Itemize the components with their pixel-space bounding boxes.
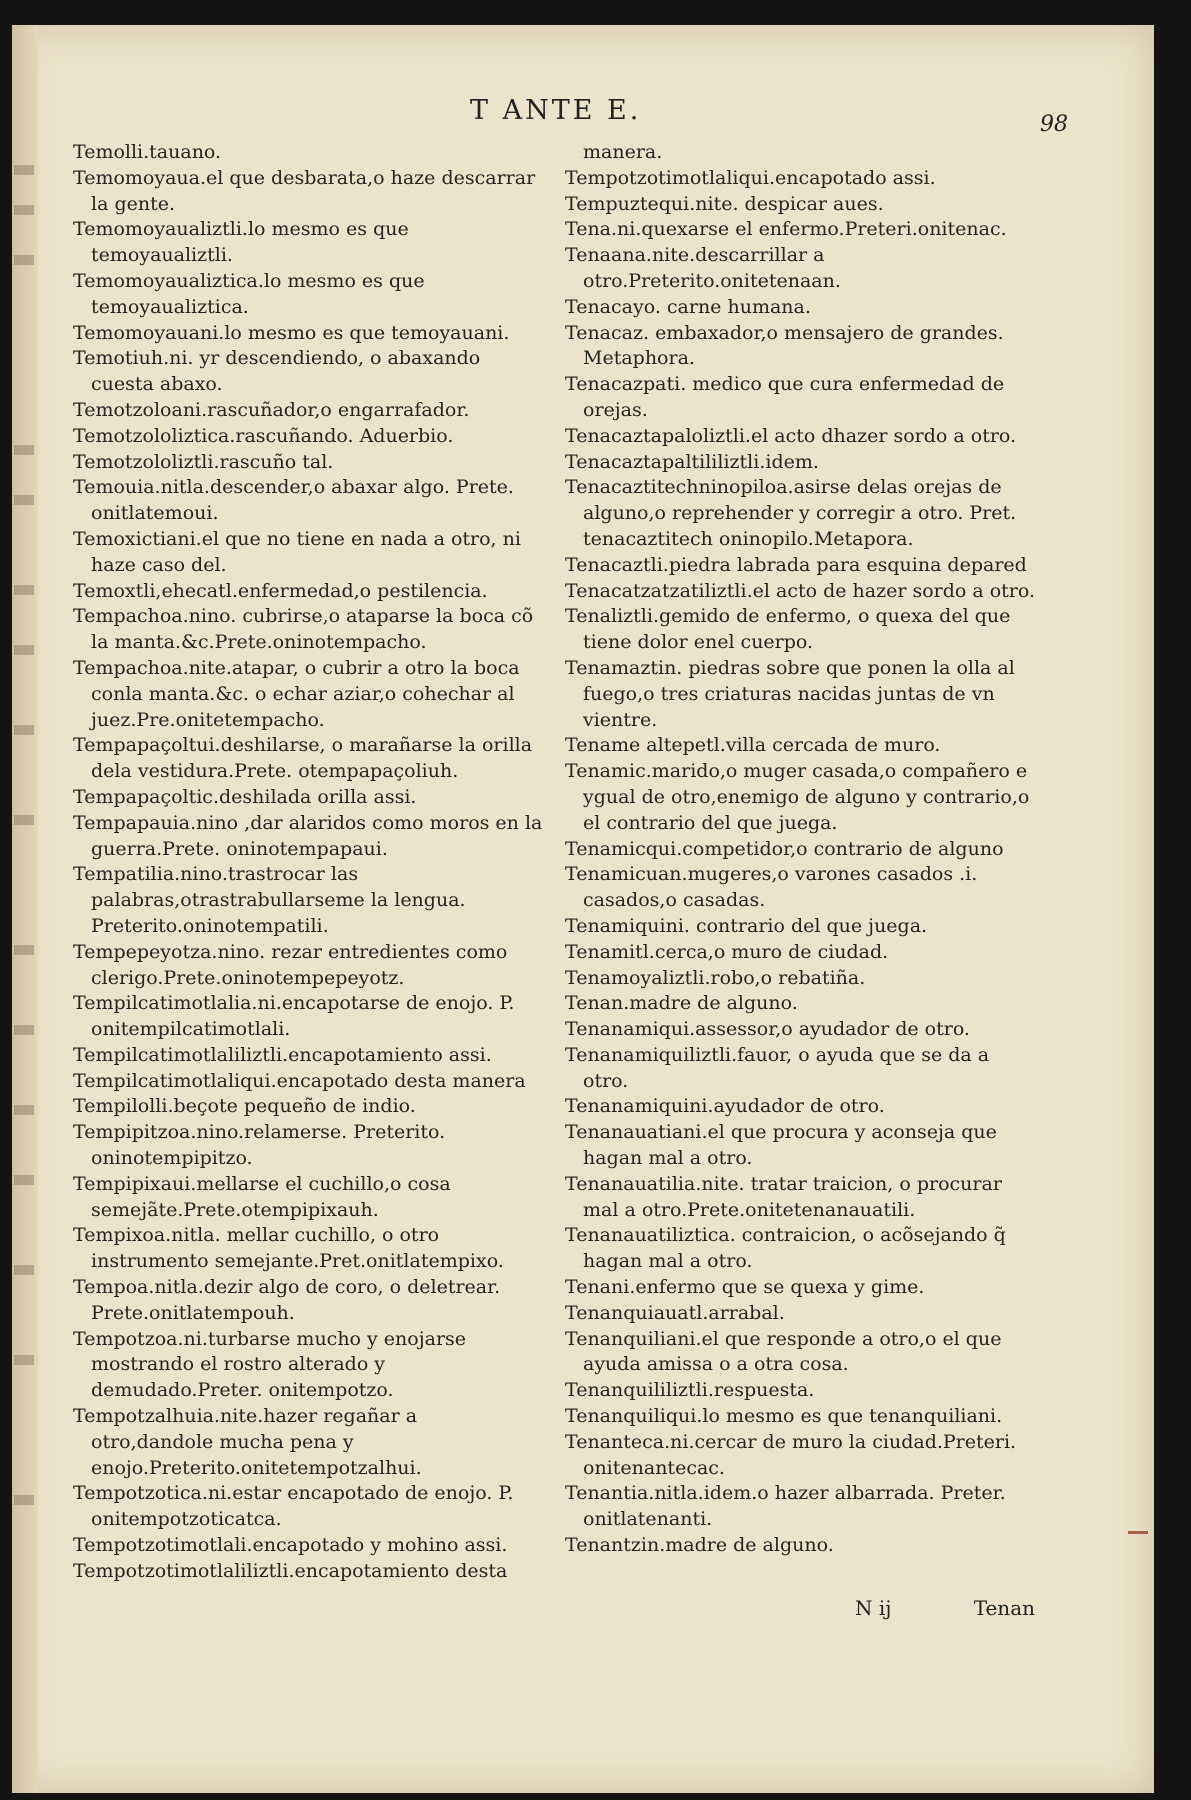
dictionary-entry: Tenamiquini. contrario del que juega. [565,914,928,937]
left-column [73,140,543,1585]
dictionary-entry: Tenamitl.cerca,o muro de ciudad. [565,940,889,963]
dictionary-entry: Tenamoyaliztli.robo,o rebatiña. [565,966,866,989]
dictionary-entry: Temomoyaua.el que desbarata,o haze descarrar la gente. [73,166,536,215]
dictionary-entry: Tenacayo. carne humana. [565,295,811,318]
dictionary-entry: Tena.ni.quexarse el enfermo.Preteri.onitenac. [565,218,1007,241]
dictionary-entry: Tempipixaui.mellarse el cuchillo,o cosa semejãte.Prete.otempipixauh. [73,1172,451,1221]
dictionary-entry: Tenani.enfermo que se quexa y gime. [565,1276,925,1299]
dictionary-entry: Tenamaztin. piedras sobre que ponen la olla al fuego,o tres criaturas nacidas juntas de vn vientre. [565,656,1015,731]
dictionary-entry: Tempapaçoltic.deshilada orilla assi. [73,785,417,808]
dictionary-entry: Tename altepetl.villa cercada de muro. [565,734,941,757]
dictionary-entry: Tempilcatimotlaliqui.encapotado desta manera [73,1069,526,1092]
dictionary-entry: Tenantia.nitla.idem.o hazer albarrada. Preter. onitlatenanti. [565,1482,1006,1531]
dictionary-entry: Tempachoa.nite.atapar, o cubrir a otro la boca conla manta.&c. o echar aziar,o cohechar al juez.Pre.onitetempacho. [73,656,520,731]
binding-gutter [12,25,38,1793]
dictionary-entry: manera. [583,141,663,163]
catchword: Tenan [973,1596,1035,1620]
dictionary-entry: Tenacaztitechninopiloa.asirse delas orejas de alguno,o reprehender y corregir a otro. Pret. tenacaztitech oninopilo.Metapora. [565,476,1017,550]
page-footer [855,1596,1035,1620]
dictionary-entry: Tenantzin.madre de alguno. [565,1534,834,1557]
dictionary-entry: Tempotzotimotlali.encapotado y mohino assi. [73,1534,508,1557]
dictionary-entry: Tempatilia.nino.trastrocar las palabras,otrastrabullarseme la lengua. Preterito.oninotempatili. [73,863,466,937]
dictionary-entry: Tenanauatilia.nite. tratar traicion, o procurar mal a otro.Prete.onitetenanauatili. [565,1172,1002,1221]
dictionary-entry: Tenacaztapaloliztli.el acto dhazer sordo a otro. [565,424,1017,447]
dictionary-entry: Temomoyauani.lo mesmo es que temoyauani. [73,321,510,344]
dictionary-entry: Tenanamiqui.assessor,o ayudador de otro. [565,1018,970,1041]
dictionary-entry: Temoxictiani.el que no tiene en nada a otro, ni haze caso del. [73,527,521,576]
dictionary-entry: Tempapaçoltui.deshilarse, o marañarse la orilla dela vestidura.Prete. otempapaçoliuh. [73,734,533,783]
dictionary-entry: Tenanquiliani.el que responde a otro,o el que ayuda amissa o a otra cosa. [565,1327,1002,1376]
dictionary-entry: Tenacazpati. medico que cura enfermedad de orejas. [565,373,1005,421]
dictionary-entry: Tempotzotica.ni.estar encapotado de enojo. P. onitempotzoticatca. [73,1482,514,1531]
dictionary-entry: Tempipitzoa.nino.relamerse. Preterito. oninotempipitzo. [73,1121,446,1170]
dictionary-entry: Tenaana.nite.descarrillar a otro.Preterito.onitetenaan. [565,244,841,292]
dictionary-entry: Tenanquililiztli.respuesta. [565,1379,815,1402]
dictionary-entry: Tenacaztli.piedra labrada para esquina depared [565,553,1027,576]
dictionary-entry: Tenamic.marido,o muger casada,o compañero e ygual de otro,enemigo de alguno y contrario,o el contrario del que juega. [565,760,1030,834]
dictionary-entry: Temotiuh.ni. yr descendiendo, o abaxando cuesta abaxo. [73,347,481,396]
dictionary-entry: Tempuztequi.nite. despicar aues. [565,192,884,215]
running-header: T ANTE E. [470,95,642,126]
right-column [565,140,1040,1559]
dictionary-entry: Tenanamiquini.ayudador de otro. [565,1095,885,1118]
dictionary-entry: Tenanauatiani.el que procura y aconseja que hagan mal a otro. [565,1121,997,1170]
dictionary-entry: Tenanauatiliztica. contraicion, o acõsejando q̃ hagan mal a otro. [565,1224,1006,1273]
dictionary-entry: Temotzololiztica.rascuñando. Aduerbio. [73,424,454,447]
dictionary-entry: Tempilcatimotlaliliztli.encapotamiento assi. [73,1043,492,1066]
dictionary-entry: Tempotzoa.ni.turbarse mucho y enojarse mostrando el rostro alterado y demudado.Preter. onitempotzo. [73,1327,467,1402]
page-number: 98 [1040,112,1068,137]
dictionary-entry: Tempoa.nitla.dezir algo de coro, o deletrear. Prete.onitlatempouh. [73,1276,501,1324]
dictionary-entry: Tenan.madre de alguno. [565,992,798,1015]
dictionary-entry: Tempotzotimotlaliqui.encapotado assi. [565,166,936,189]
dictionary-entry: Tenanamiquiliztli.fauor, o ayuda que se da a otro. [565,1043,990,1092]
dictionary-entry: Tenamicqui.competidor,o contrario de alguno [565,837,1004,860]
dictionary-entry: Temotzololiztli.rascuño tal. [73,450,334,473]
dictionary-entry: Tenamicuan.mugeres,o varones casados .i. casados,o casadas. [565,863,978,912]
dictionary-entry: Tenanquiauatl.arrabal. [565,1301,785,1324]
dictionary-entry: Temomoyaualiztica.lo mesmo es que temoyaualiztica. [73,269,425,318]
dictionary-entry: Tempotzotimotlaliliztli.encapotamiento desta [73,1559,508,1582]
dictionary-entry: Tempachoa.nino. cubrirse,o ataparse la boca cõ la manta.&c.Prete.oninotempacho. [73,605,534,654]
dictionary-entry: Tempapauia.nino ,dar alaridos como moros en la guerra.Prete. oninotempapaui. [73,811,543,860]
margin-mark [1128,1531,1148,1534]
dictionary-entry: Tenacaz. embaxador,o mensajero de grandes. Metaphora. [565,321,1004,370]
dictionary-entry: Tempepeyotza.nino. rezar entredientes como clerigo.Prete.oninotempepeyotz. [73,940,508,989]
dictionary-entry: Tempilolli.beçote pequeño de indio. [73,1095,416,1118]
dictionary-entry: Tenanteca.ni.cercar de muro la ciudad.Preteri. onitenantecac. [565,1430,1017,1479]
dictionary-entry: Tenanquiliqui.lo mesmo es que tenanquiliani. [565,1405,1003,1428]
dictionary-entry: Temoxtli,ehecatl.enfermedad,o pestilencia. [73,579,488,602]
dictionary-entry: Temolli.tauano. [73,141,222,163]
dictionary-entry: Tempixoa.nitla. mellar cuchillo, o otro instrumento semejante.Pret.onitlatempixo. [73,1224,504,1273]
dictionary-entry: Temouia.nitla.descender,o abaxar algo. Prete. onitlatemoui. [73,476,514,525]
dictionary-entry: Tempilcatimotlalia.ni.encapotarse de enojo. P. onitempilcatimotlali. [73,992,515,1041]
dictionary-entry: Tenacatzatzatiliztli.el acto de hazer sordo a otro. [565,579,1036,602]
signature-mark: N ij [855,1596,892,1620]
dictionary-entry: Temotzoloani.rascuñador,o engarrafador. [73,398,470,421]
dictionary-entry: Temomoyaualiztli.lo mesmo es que temoyaualiztli. [73,218,409,267]
dictionary-entry: Tenacaztapaltililiztli.idem. [565,450,819,473]
dictionary-entry: Tenaliztli.gemido de enfermo, o quexa del que tiene dolor enel cuerpo. [565,605,1011,654]
dictionary-entry: Tempotzalhuia.nite.hazer regañar a otro,dandole mucha pena y enojo.Preterito.onitetempotzalhui. [73,1405,422,1479]
